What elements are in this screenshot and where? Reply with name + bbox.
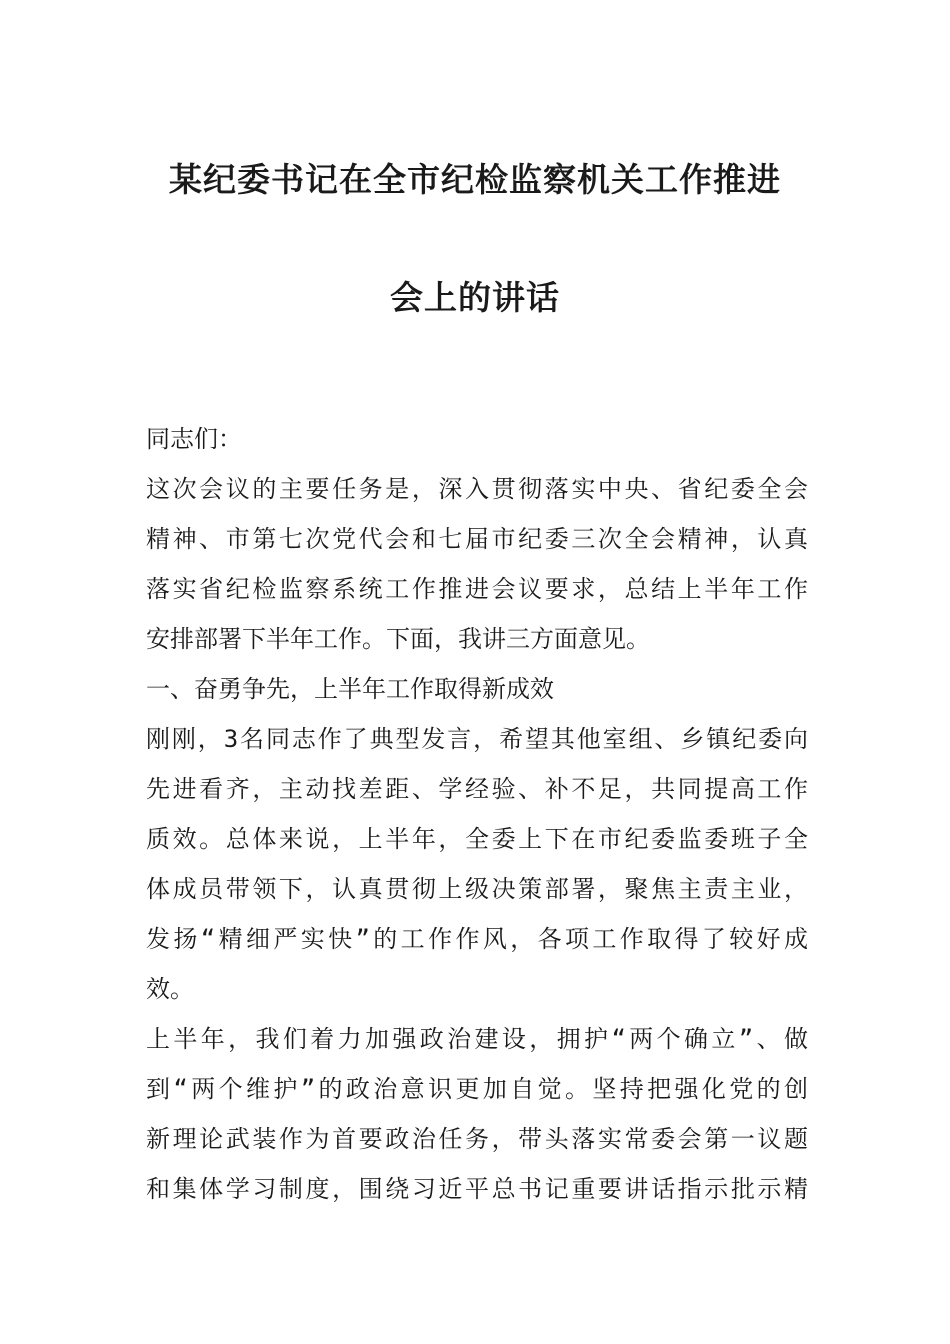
body-text-line: 上半年，我们着力加强政治建设，拥护“两个确立”、做 [146,1025,808,1053]
body-text-line: 效。 [146,975,194,1003]
document-body [146,414,808,1214]
body-text-line: 先进看齐，主动找差距、学经验、补不足，共同提高工作 [146,775,808,803]
body-text-line: 同志们： [146,425,242,453]
body-text-line: 落实省纪检监察系统工作推进会议要求，总结上半年工作 [146,575,808,603]
body-text-line: 体成员带领下，认真贯彻上级决策部署，聚焦主责主业， [146,875,808,903]
body-text-line: 精神、市第七次党代会和七届市纪委三次全会精神，认真 [146,525,808,553]
body-text-line: 刚刚，3名同志作了典型发言，希望其他室组、乡镇纪委向 [146,725,808,753]
body-text-line: 新理论武装作为首要政治任务，带头落实常委会第一议题 [146,1125,808,1153]
body-text-line: 一、奋勇争先，上半年工作取得新成效 [146,675,554,703]
body-text-line: 和集体学习制度，围绕习近平总书记重要讲话指示批示精 [146,1175,808,1203]
body-text-line: 质效。总体来说，上半年，全委上下在市纪委监委班子全 [146,825,808,853]
document-title-line-2: 会上的讲话 [390,278,560,317]
body-text-line: 发扬“精细严实快”的工作作风，各项工作取得了较好成 [146,925,808,953]
body-text-line: 安排部署下半年工作。下面，我讲三方面意见。 [146,625,650,653]
body-text-line: 这次会议的主要任务是，深入贯彻落实中央、省纪委全会 [146,475,808,503]
document-title-line-1: 某纪委书记在全市纪检监察机关工作推进 [169,160,781,199]
body-text-line: 到“两个维护”的政治意识更加自觉。坚持把强化党的创 [146,1075,808,1103]
